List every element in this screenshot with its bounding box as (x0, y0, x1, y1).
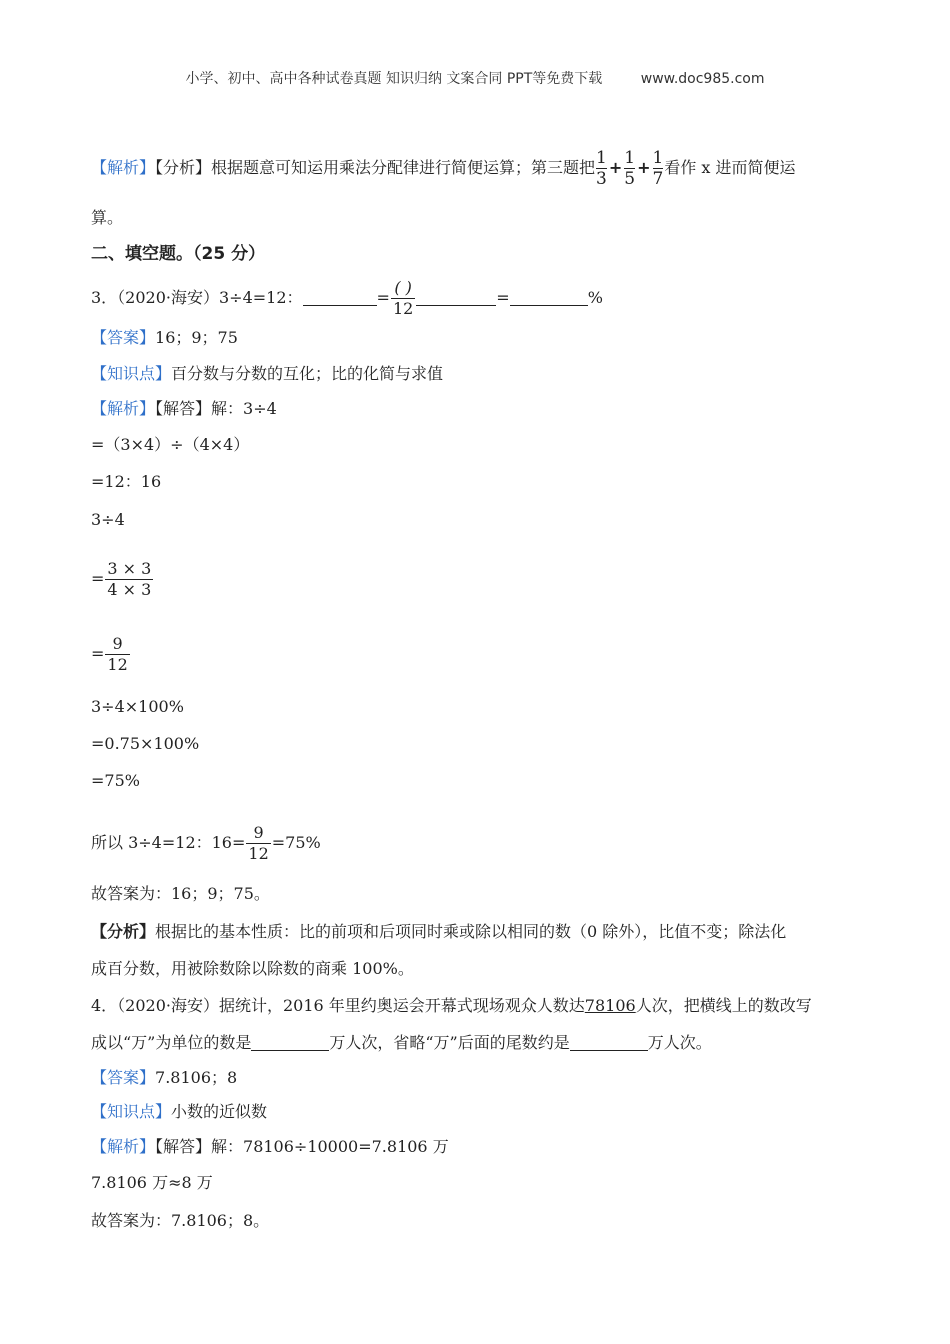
q3-conclusion-fraction: $\frac{9}{12}$ (248, 823, 269, 863)
q3-step-1: =（3×4）÷（4×4） (91, 435, 250, 454)
q4-underlined-number: 78106 (584, 996, 636, 1015)
plus-sign: + (637, 158, 651, 177)
page-header (0, 68, 950, 88)
q3-conclusion: 所以 3÷4=12：16= $\frac{9}{12}$ =75% (91, 823, 321, 863)
q3-step-3: 3÷4 (91, 510, 125, 529)
q3-final: 故答案为：16；9；75。 (91, 884, 270, 903)
q3-knowledge: 【知识点】百分数与分数的互化；比的化简与求值 (91, 364, 444, 383)
q3-step-5-fraction: $\frac{9}{12}$ (107, 634, 128, 674)
fraction-1-5: $\frac{1}{5}$ (624, 148, 636, 189)
q3-step-2: =12：16 (91, 472, 162, 491)
header-url[interactable]: www.doc985.com (640, 71, 765, 87)
analysis-text: 【分析】根据题意可知运用乘法分配律进行简便运算；第三题把 (155, 158, 596, 177)
q3-fraction: $\frac{( )}{12}$ (392, 278, 414, 318)
jiexi-tag: 【解析】 (91, 158, 156, 177)
analysis-line-1 (91, 148, 796, 189)
q3-step-5: = $\frac{9}{12}$ (91, 634, 128, 674)
q4-question-2: 成以“万”为单位的数是 万人次，省略“万”后面的尾数约是 万人次。 (91, 1033, 712, 1052)
fraction-1-3: $\frac{1}{3}$ (596, 148, 607, 189)
q3-step-4: = $\frac{3 \times 3}{4 \times 3}$ (91, 559, 152, 599)
q3-jiexi: 【解析】【解答】解：3÷4 (91, 399, 277, 418)
q3-analysis-1: 【分析】根据比的基本性质：比的前项和后项同时乘或除以相同的数（0 除外），比值不变；除法化 (91, 922, 787, 941)
q3-answer: 【答案】16；9；75 (91, 328, 238, 347)
q4-knowledge: 【知识点】小数的近似数 (91, 1102, 268, 1121)
q4-step-1: 7.8106 万≈8 万 (91, 1173, 213, 1192)
q3-blank-3[interactable] (510, 289, 588, 306)
q4-blank-2[interactable] (570, 1034, 648, 1051)
q3-blank-2[interactable] (416, 289, 496, 306)
q4-question-1: 4．（2020·海安）据统计，2016 年里约奥运会开幕式现场观众人数达78106人次，把横线上的数改写 (91, 996, 812, 1015)
section-heading: 二、填空题。（25 分） (91, 244, 266, 264)
q3-blank-1[interactable] (303, 289, 377, 306)
q4-jiexi: 【解析】【解答】解：78106÷10000=7.8106 万 (91, 1137, 449, 1156)
q4-blank-1[interactable] (251, 1034, 329, 1051)
analysis-text-after: 看作 x 进而简便运 (664, 158, 796, 177)
analysis-line-2: 算。 (91, 208, 124, 227)
q3-analysis-2: 成百分数，用被除数除以除数的商乘 100%。 (91, 959, 414, 978)
q3-number: 3．（2020·海安）3÷4=12： (91, 288, 303, 307)
q3-step-6: 3÷4×100% (91, 697, 184, 716)
q3-step-4-fraction: $\frac{3 \times 3}{4 \times 3}$ (107, 559, 152, 599)
q3-question: 3．（2020·海安）3÷4=12： = $\frac{( )}{12}$ = % (91, 278, 603, 318)
q3-step-7: =0.75×100% (91, 734, 200, 753)
q4-answer: 【答案】7.8106；8 (91, 1068, 238, 1087)
q3-step-8: =75% (91, 771, 140, 790)
plus-sign: + (608, 158, 623, 177)
header-title: 小学、初中、高中各种试卷真题 知识归纳 文案合同 PPT等免费下载 (185, 71, 603, 87)
fraction-1-7: $\frac{1}{7}$ (652, 148, 664, 189)
q4-final: 故答案为：7.8106；8。 (91, 1211, 270, 1230)
